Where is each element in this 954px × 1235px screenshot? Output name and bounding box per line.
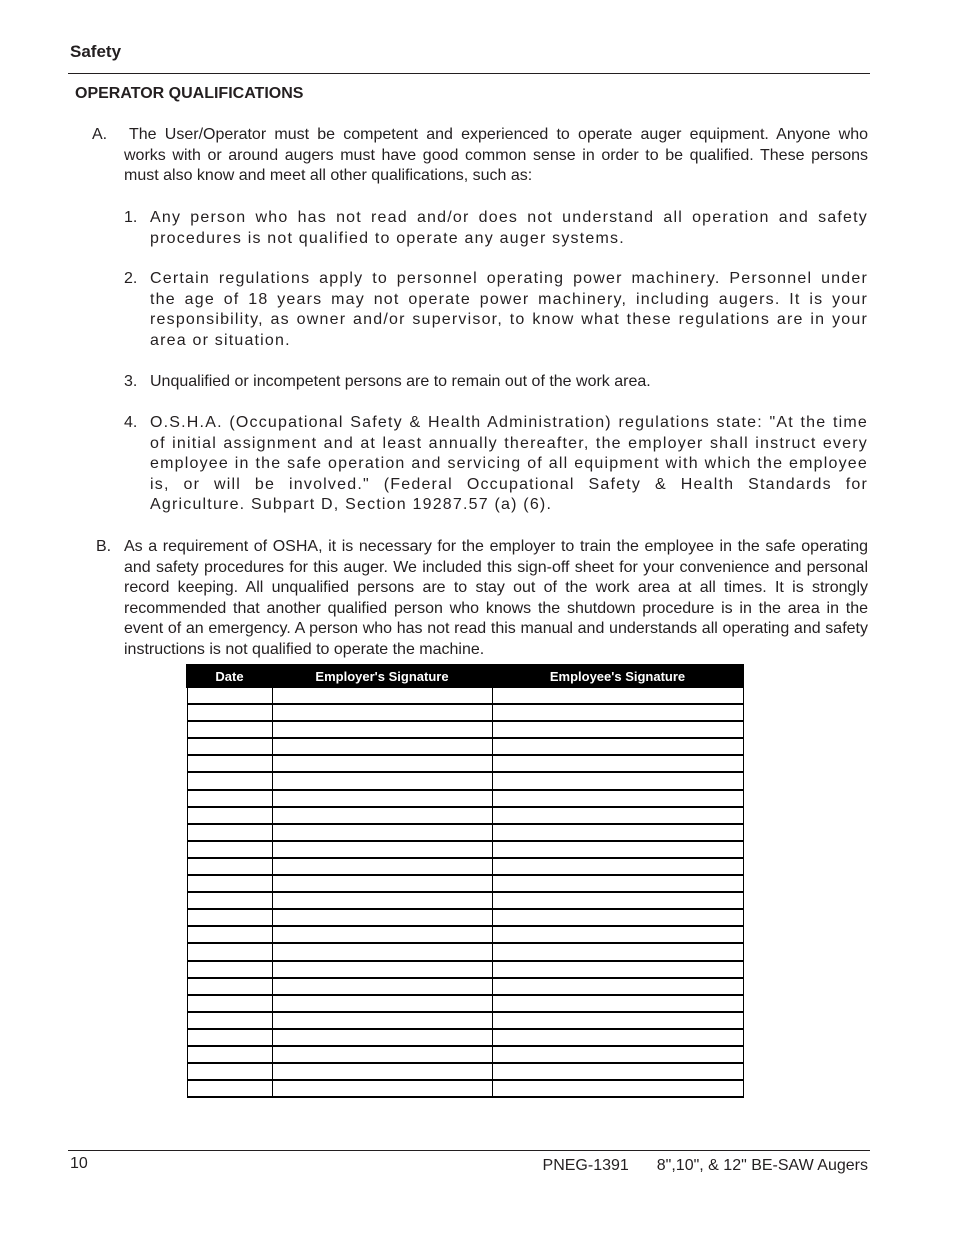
employer-signature-cell <box>272 1029 492 1046</box>
date-cell <box>187 892 272 909</box>
signoff-row <box>187 943 743 960</box>
employer-signature-cell <box>272 1012 492 1029</box>
employer-signature-cell <box>272 807 492 824</box>
employer-signature-cell <box>272 1063 492 1080</box>
employee-signature-cell <box>492 1046 743 1063</box>
page-number: 10 <box>70 1155 88 1172</box>
employer-signature-cell <box>272 841 492 858</box>
subitem-4-marker: 4. <box>124 414 138 431</box>
employee-signature-cell <box>492 875 743 892</box>
signoff-row <box>187 755 743 772</box>
employee-signature-cell <box>492 704 743 721</box>
employer-signature-cell <box>272 755 492 772</box>
employee-signature-cell <box>492 1080 743 1097</box>
date-cell <box>187 721 272 738</box>
employee-signature-cell <box>492 687 743 704</box>
signoff-row <box>187 1046 743 1063</box>
column-header-employer-signature: Employer's Signature <box>272 665 492 687</box>
signoff-row <box>187 875 743 892</box>
date-cell <box>187 1080 272 1097</box>
employer-signature-cell <box>272 995 492 1012</box>
date-cell <box>187 790 272 807</box>
employer-signature-cell <box>272 721 492 738</box>
date-cell <box>187 807 272 824</box>
signoff-row <box>187 824 743 841</box>
signoff-row <box>187 841 743 858</box>
item-a-marker: A. <box>92 126 108 143</box>
item-b-marker: B. <box>96 538 112 555</box>
subitem-2-marker: 2. <box>124 270 138 287</box>
signoff-row <box>187 858 743 875</box>
employee-signature-cell <box>492 943 743 960</box>
date-cell <box>187 1063 272 1080</box>
employee-signature-cell <box>492 978 743 995</box>
column-header-date: Date <box>187 665 272 687</box>
employee-signature-cell <box>492 841 743 858</box>
product-name: 8",10", & 12" BE-SAW Augers <box>656 1157 868 1174</box>
employer-signature-cell <box>272 943 492 960</box>
subitem-3-marker: 3. <box>124 373 138 390</box>
signoff-row <box>187 1063 743 1080</box>
subitem-3-text: Unqualified or incompetent persons are to remain out of the work area. <box>150 373 651 390</box>
column-header-employee-signature: Employee's Signature <box>492 665 743 687</box>
signoff-row <box>187 961 743 978</box>
date-cell <box>187 1046 272 1063</box>
date-cell <box>187 1012 272 1029</box>
footer-document-info <box>543 1157 868 1175</box>
signoff-row <box>187 721 743 738</box>
employer-signature-cell <box>272 1046 492 1063</box>
employer-signature-cell <box>272 687 492 704</box>
subitem-1-marker: 1. <box>124 209 138 226</box>
employee-signature-cell <box>492 807 743 824</box>
signoff-row <box>187 995 743 1012</box>
date-cell <box>187 755 272 772</box>
date-cell <box>187 772 272 789</box>
employer-signature-cell <box>272 926 492 943</box>
employer-signature-cell <box>272 738 492 755</box>
employee-signature-cell <box>492 772 743 789</box>
signoff-row <box>187 892 743 909</box>
signoff-row <box>187 687 743 704</box>
employee-signature-cell <box>492 892 743 909</box>
signoff-row <box>187 926 743 943</box>
document-code: PNEG-1391 <box>542 1157 629 1174</box>
employer-signature-cell <box>272 824 492 841</box>
signoff-row <box>187 704 743 721</box>
date-cell <box>187 738 272 755</box>
signoff-row <box>187 909 743 926</box>
subitem-1-text: Any person who has not read and/or does not understand all operation and safety procedures is not qualified to operate any auger systems. <box>150 209 868 247</box>
employer-signature-cell <box>272 909 492 926</box>
signoff-body <box>187 687 743 1097</box>
employer-signature-cell <box>272 875 492 892</box>
signoff-row <box>187 1012 743 1029</box>
employer-signature-cell <box>272 790 492 807</box>
employer-signature-cell <box>272 978 492 995</box>
subitem-4-text: O.S.H.A. (Occupational Safety & Health Administration) regulations state: "At the time of initial assignment and at least annually thereafter, the employer shall instruct every employee in the safe operation and servicing of all equipment with which the employee is, or will be involved." (Federal Occupational Safety & Health Standards for Agriculture. Subpart D, Section 19287.57 (a) (6). <box>150 414 868 514</box>
signoff-row <box>187 790 743 807</box>
date-cell <box>187 995 272 1012</box>
employer-signature-cell <box>272 1080 492 1097</box>
date-cell <box>187 687 272 704</box>
date-cell <box>187 1029 272 1046</box>
footer-rule <box>68 1150 870 1151</box>
employer-signature-cell <box>272 858 492 875</box>
employee-signature-cell <box>492 995 743 1012</box>
item-a-text: The User/Operator must be competent and experienced to operate auger equipment. Anyone who works with or around augers must have good common sense in order to be qualified. These persons must also know and meet all other qualifications, such as: <box>124 126 868 185</box>
employee-signature-cell <box>492 961 743 978</box>
employer-signature-cell <box>272 704 492 721</box>
signoff-row <box>187 738 743 755</box>
employee-signature-cell <box>492 755 743 772</box>
date-cell <box>187 926 272 943</box>
date-cell <box>187 978 272 995</box>
employee-signature-cell <box>492 1029 743 1046</box>
signoff-row <box>187 772 743 789</box>
date-cell <box>187 943 272 960</box>
signoff-row <box>187 1080 743 1097</box>
employer-signature-cell <box>272 892 492 909</box>
employee-signature-cell <box>492 926 743 943</box>
date-cell <box>187 841 272 858</box>
signoff-row <box>187 978 743 995</box>
signoff-row <box>187 807 743 824</box>
employee-signature-cell <box>492 1063 743 1080</box>
employee-signature-cell <box>492 721 743 738</box>
employee-signature-cell <box>492 909 743 926</box>
date-cell <box>187 704 272 721</box>
date-cell <box>187 909 272 926</box>
employee-signature-cell <box>492 824 743 841</box>
subitem-2-text: Certain regulations apply to personnel operating power machinery. Personnel under the age of 18 years may not operate power machinery, including augers. It is your responsibility, as owner and/or supervisor, to know what these regulations are in your area or situation. <box>150 270 868 349</box>
date-cell <box>187 875 272 892</box>
employee-signature-cell <box>492 790 743 807</box>
header-rule <box>68 73 870 74</box>
date-cell <box>187 824 272 841</box>
employer-signature-cell <box>272 961 492 978</box>
signoff-header-row <box>187 665 743 687</box>
date-cell <box>187 961 272 978</box>
employee-signature-cell <box>492 738 743 755</box>
operator-qualifications-heading: OPERATOR QUALIFICATIONS <box>75 85 304 102</box>
item-b-text: As a requirement of OSHA, it is necessary for the employer to train the employee in the safe operating and safety procedures for this auger. We included this sign-off sheet for your convenience and personal record keeping. All unqualified persons are to stay out of the work area at all times. It is strongly recommended that another qualified person who knows the shutdown procedure is in the area in the event of an emergency. A person who has not read this manual and understands all operating and safety instructions is not qualified to operate the machine. <box>124 538 868 658</box>
signoff-table <box>186 664 744 1098</box>
employee-signature-cell <box>492 1012 743 1029</box>
employer-signature-cell <box>272 772 492 789</box>
section-title: Safety <box>70 42 122 61</box>
employee-signature-cell <box>492 858 743 875</box>
signoff-row <box>187 1029 743 1046</box>
date-cell <box>187 858 272 875</box>
